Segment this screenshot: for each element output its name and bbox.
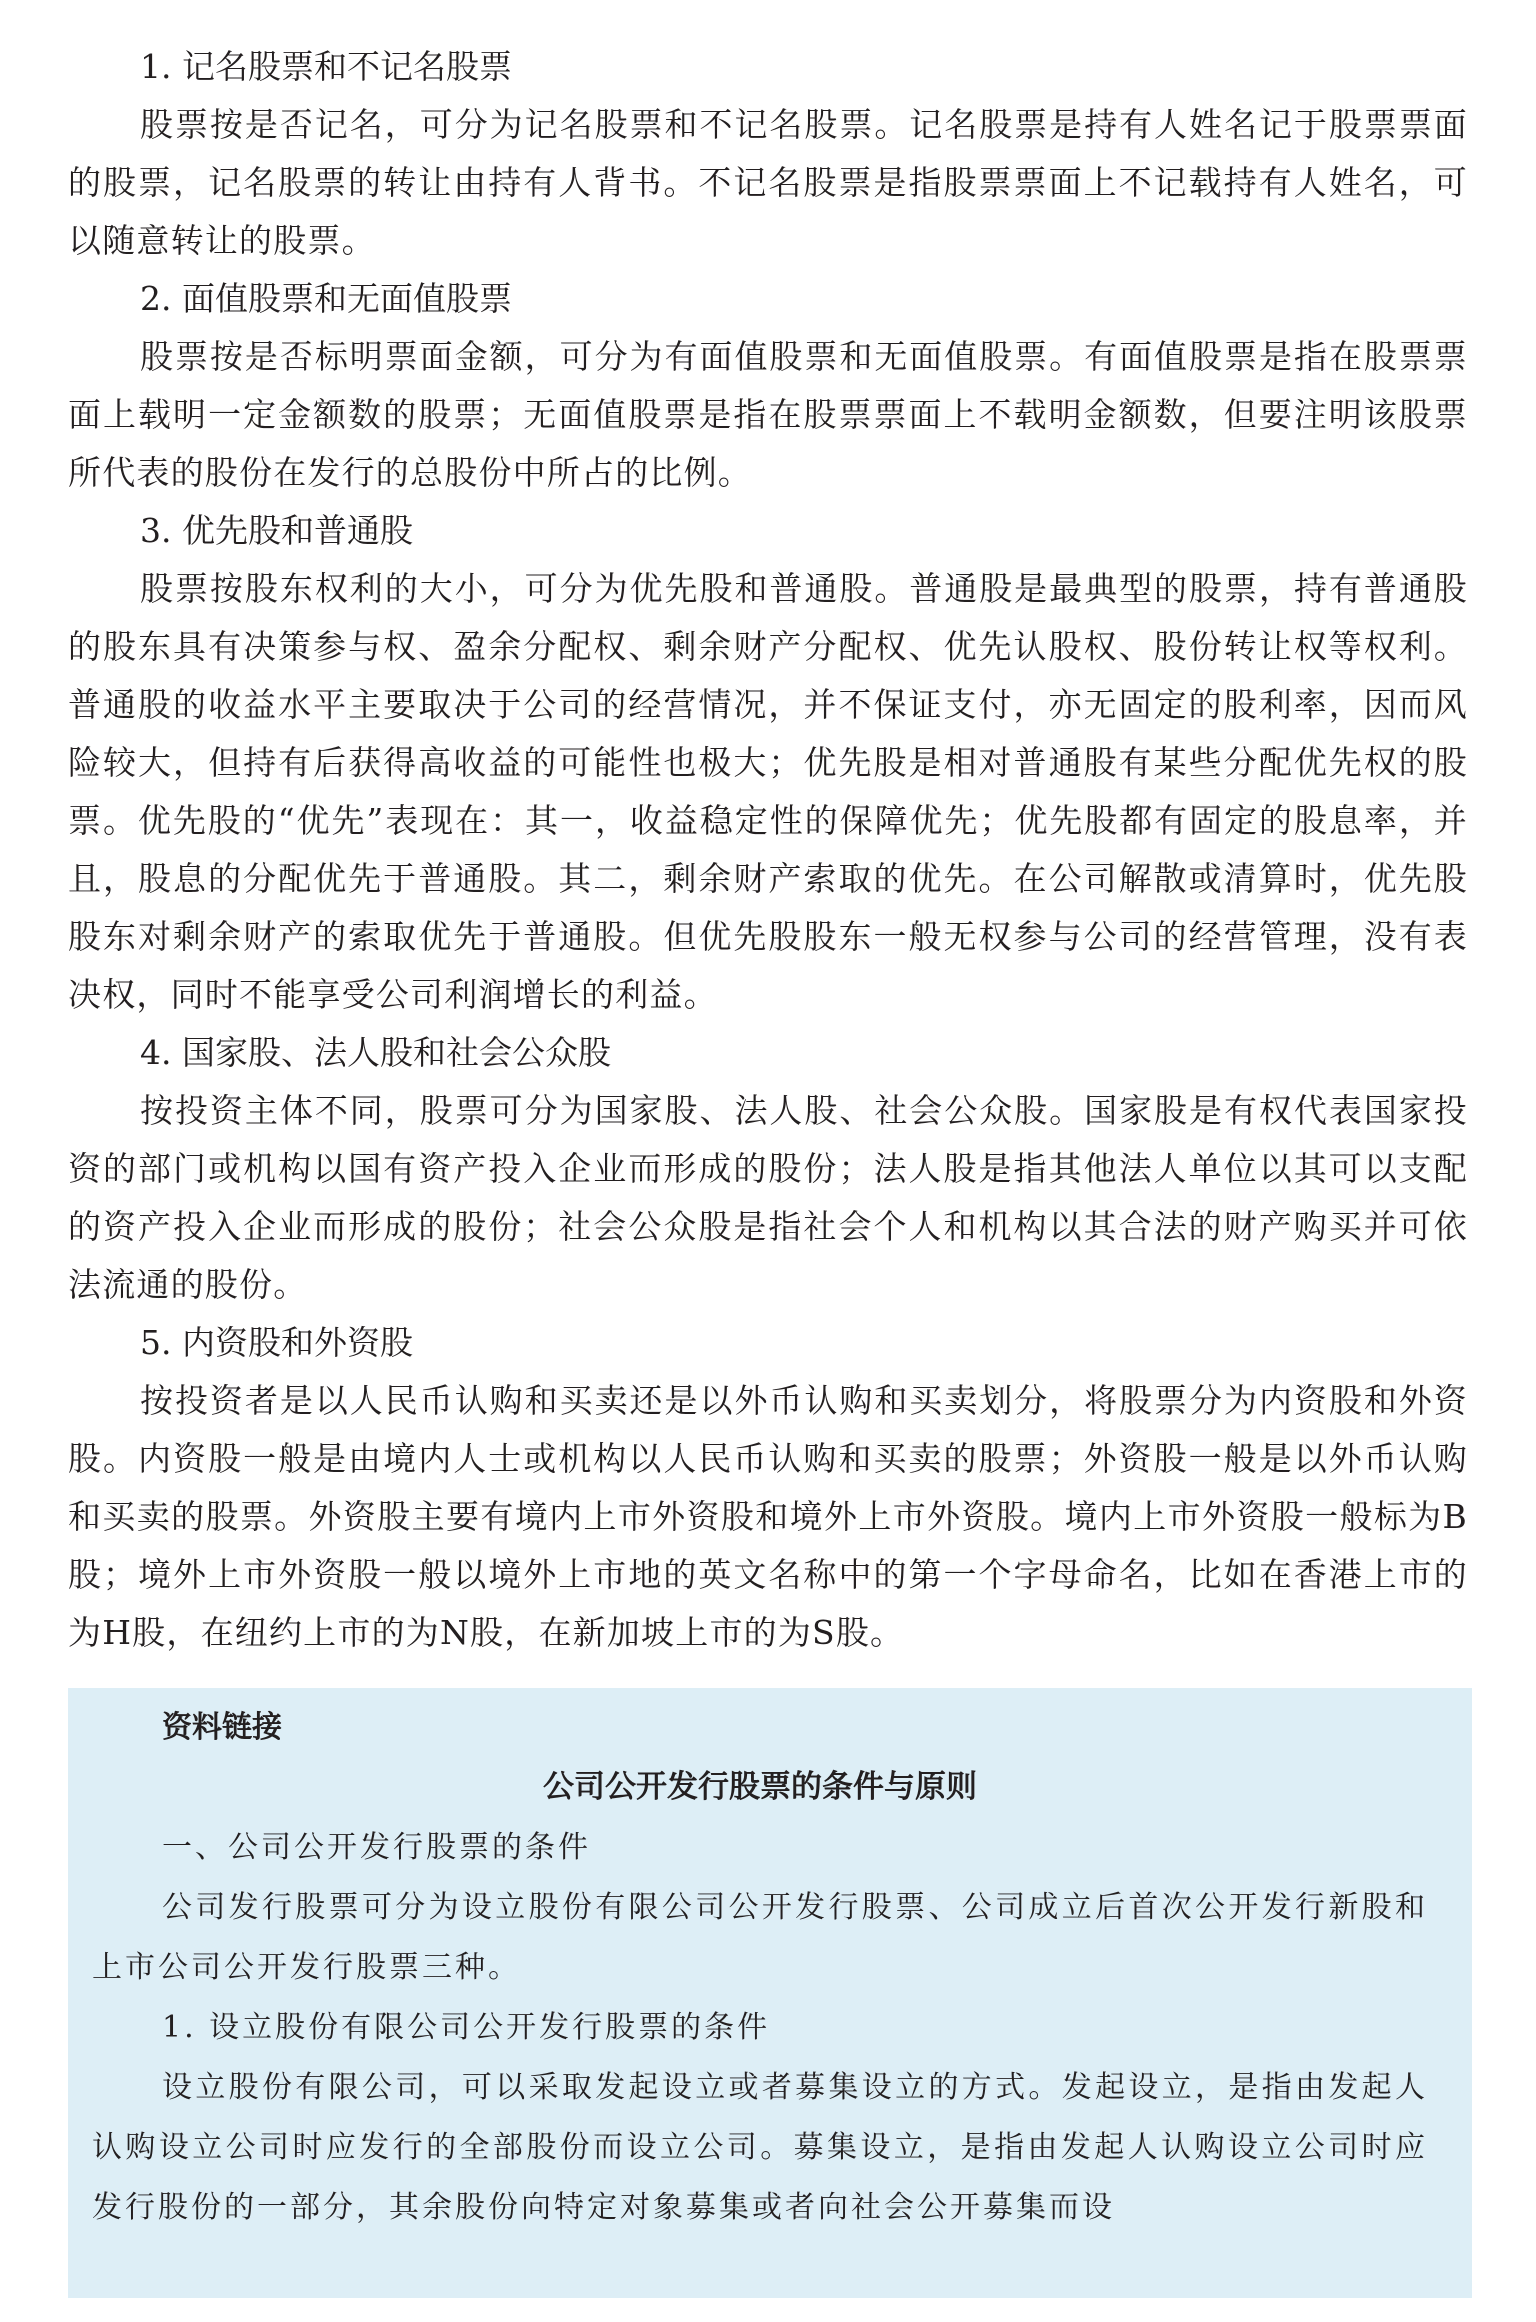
section-5-heading: 5. 内资股和外资股 — [140, 1323, 413, 1362]
box-paragraph-1: 公司发行股票可分为设立股份有限公司公开发行股票、公司成立后首次公开发行新股和上市公司公开发行股票三种。 — [92, 1890, 1428, 1985]
resource-link-title: 公司公开发行股票的条件与原则 — [543, 1769, 977, 1805]
section-2-text: 股票按是否标明票面金额，可分为有面值股票和无面值股票。有面值股票是指在股票票面上载明一定金额数的股票；无面值股票是指在股票票面上不载明金额数，但要注明该股票所代表的股份在发行的总股份中所占的比例。 — [68, 337, 1468, 492]
section-1-heading: 1. 记名股票和不记名股票 — [140, 47, 512, 86]
box-heading-1: 一、公司公开发行股票的条件 — [162, 1830, 591, 1865]
section-5-text: 按投资者是以人民币认购和买卖还是以外币认购和买卖划分，将股票分为内资股和外资股。内资股一般是由境内人士或机构以人民币认购和买卖的股票；外资股一般是以外币认购和买卖的股票。外资股主要有境内上市外资股和境外上市外资股。境内上市外资股一般标为B股；境外上市外资股一般以境外上市地的英文名称中的第一个字母命名，比如在香港上市的为H股，在纽约上市的为N股，在新加坡上市的为S股。 — [68, 1381, 1468, 1652]
resource-link-box — [68, 1688, 1472, 2298]
section-1-text: 股票按是否记名，可分为记名股票和不记名股票。记名股票是持有人姓名记于股票票面的股票，记名股票的转让由持有人背书。不记名股票是指股票票面上不记载持有人姓名，可以随意转让的股票。 — [68, 105, 1468, 260]
section-3-text: 股票按股东权利的大小，可分为优先股和普通股。普通股是最典型的股票，持有普通股的股东具有决策参与权、盈余分配权、剩余财产分配权、优先认股权、股份转让权等权利。普通股的收益水平主要取决于公司的经营情况，并不保证支付，亦无固定的股利率，因而风险较大，但持有后获得高收益的可能性也极大；优先股是相对普通股有某些分配优先权的股票。优先股的“优先”表现在：其一，收益稳定性的保障优先；优先股都有固定的股息率，并且，股息的分配优先于普通股。其二，剩余财产索取的优先。在公司解散或清算时，优先股股东对剩余财产的索取优先于普通股。但优先股股东一般无权参与公司的经营管理，没有表决权，同时不能享受公司利润增长的利益。 — [68, 569, 1468, 1014]
resource-link-label: 资料链接 — [162, 1710, 282, 1745]
main-content — [68, 38, 1468, 1662]
section-4-text: 按投资主体不同，股票可分为国家股、法人股、社会公众股。国家股是有权代表国家投资的部门或机构以国有资产投入企业而形成的股份；法人股是指其他法人单位以其可以支配的资产投入企业而形成的股份；社会公众股是指社会个人和机构以其合法的财产购买并可依法流通的股份。 — [68, 1091, 1468, 1304]
section-3-heading: 3. 优先股和普通股 — [140, 511, 413, 550]
box-heading-2: 1. 设立股份有限公司公开发行股票的条件 — [162, 2010, 771, 2045]
box-paragraph-2: 设立股份有限公司，可以采取发起设立或者募集设立的方式。发起设立，是指由发起人认购设立公司时应发行的全部股份而设立公司。募集设立，是指由发起人认购设立公司时应发行股份的一部分，其余股份向特定对象募集或者向社会公开募集而设 — [92, 2070, 1428, 2225]
resource-link-content — [92, 1700, 1428, 2238]
section-4-heading: 4. 国家股、法人股和社会公众股 — [140, 1033, 611, 1072]
section-2-heading: 2. 面值股票和无面值股票 — [140, 279, 512, 318]
